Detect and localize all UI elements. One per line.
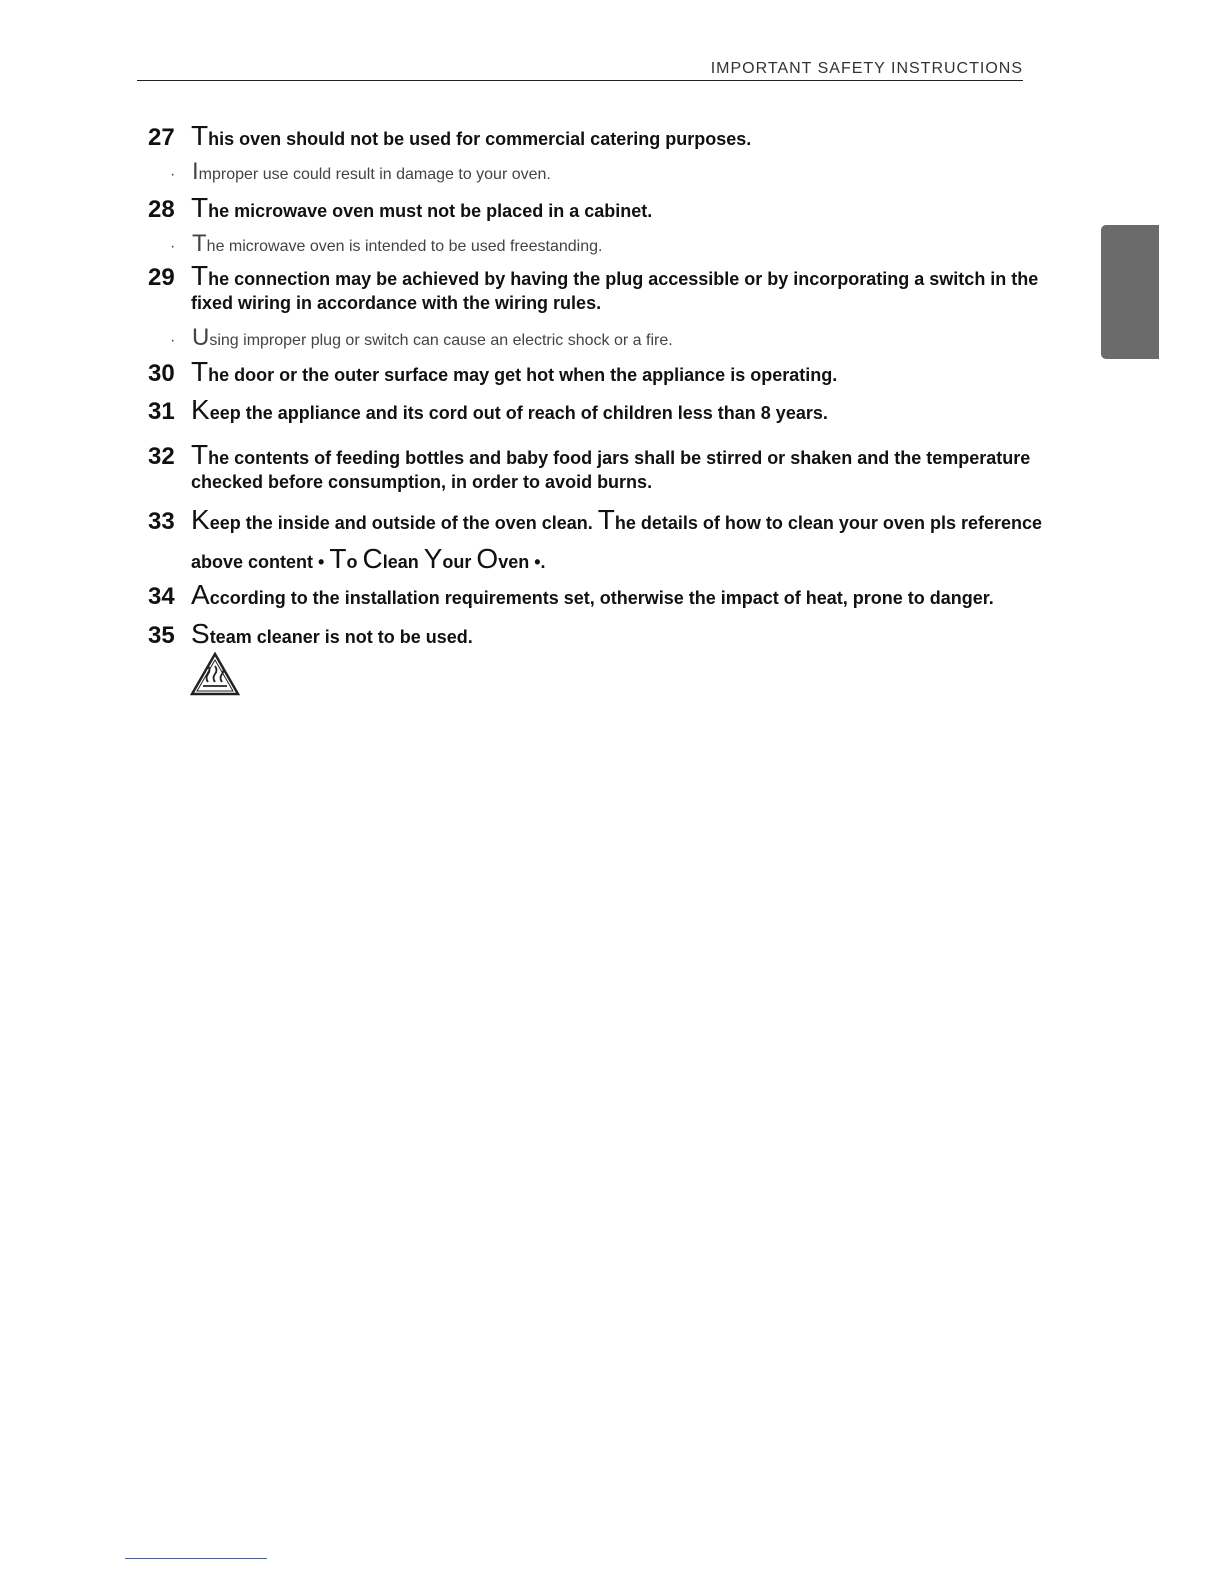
item-text: The contents of feeding bottles and baby food jars shall be stirred or shaken and the temperature checked before consumption, in order to avoid burns.	[191, 439, 1031, 492]
item-text: The connection may be achieved by having the plug accessible or by incorporating a switch in the fixed wiring in accordance with the wiring rules.	[191, 260, 1039, 313]
item-number: 29	[148, 264, 175, 291]
item-text: Steam cleaner is not to be used.	[191, 618, 473, 649]
hot-surface-warning-icon	[190, 652, 240, 696]
item-number: 28	[148, 196, 175, 223]
bullet-note: · Using improper plug or switch can cause an electric shock or a fire.	[170, 324, 673, 351]
page-header-title: IMPORTANT SAFETY INSTRUCTIONS	[710, 60, 1023, 77]
item-text: Keep the inside and outside of the oven clean. The details of how to clean your oven pls reference above content • To Clean Your Oven •.	[191, 504, 1043, 574]
bullet-note: · The microwave oven is intended to be used freestanding.	[170, 230, 603, 257]
item-number: 30	[148, 360, 175, 387]
item-number: 35	[148, 622, 175, 649]
item-text: The door or the outer surface may get hot when the appliance is operating.	[191, 356, 838, 387]
item-text: The microwave oven must not be placed in a cabinet.	[191, 192, 653, 223]
header-rule	[137, 80, 1023, 81]
bullet-note: · Improper use could result in damage to your oven.	[170, 158, 551, 185]
item-number: 27	[148, 124, 175, 151]
item-text: This oven should not be used for commercial catering purposes.	[191, 120, 752, 151]
item-text: According to the installation requirements set, otherwise the impact of heat, prone to danger.	[191, 579, 994, 610]
section-side-tab	[1101, 225, 1159, 359]
item-number: 32	[148, 443, 175, 470]
item-number: 31	[148, 398, 175, 425]
item-number: 33	[148, 508, 175, 535]
footer-link-underline	[125, 1558, 267, 1559]
item-number: 34	[148, 583, 175, 610]
item-text: Keep the appliance and its cord out of reach of children less than 8 years.	[191, 394, 828, 425]
